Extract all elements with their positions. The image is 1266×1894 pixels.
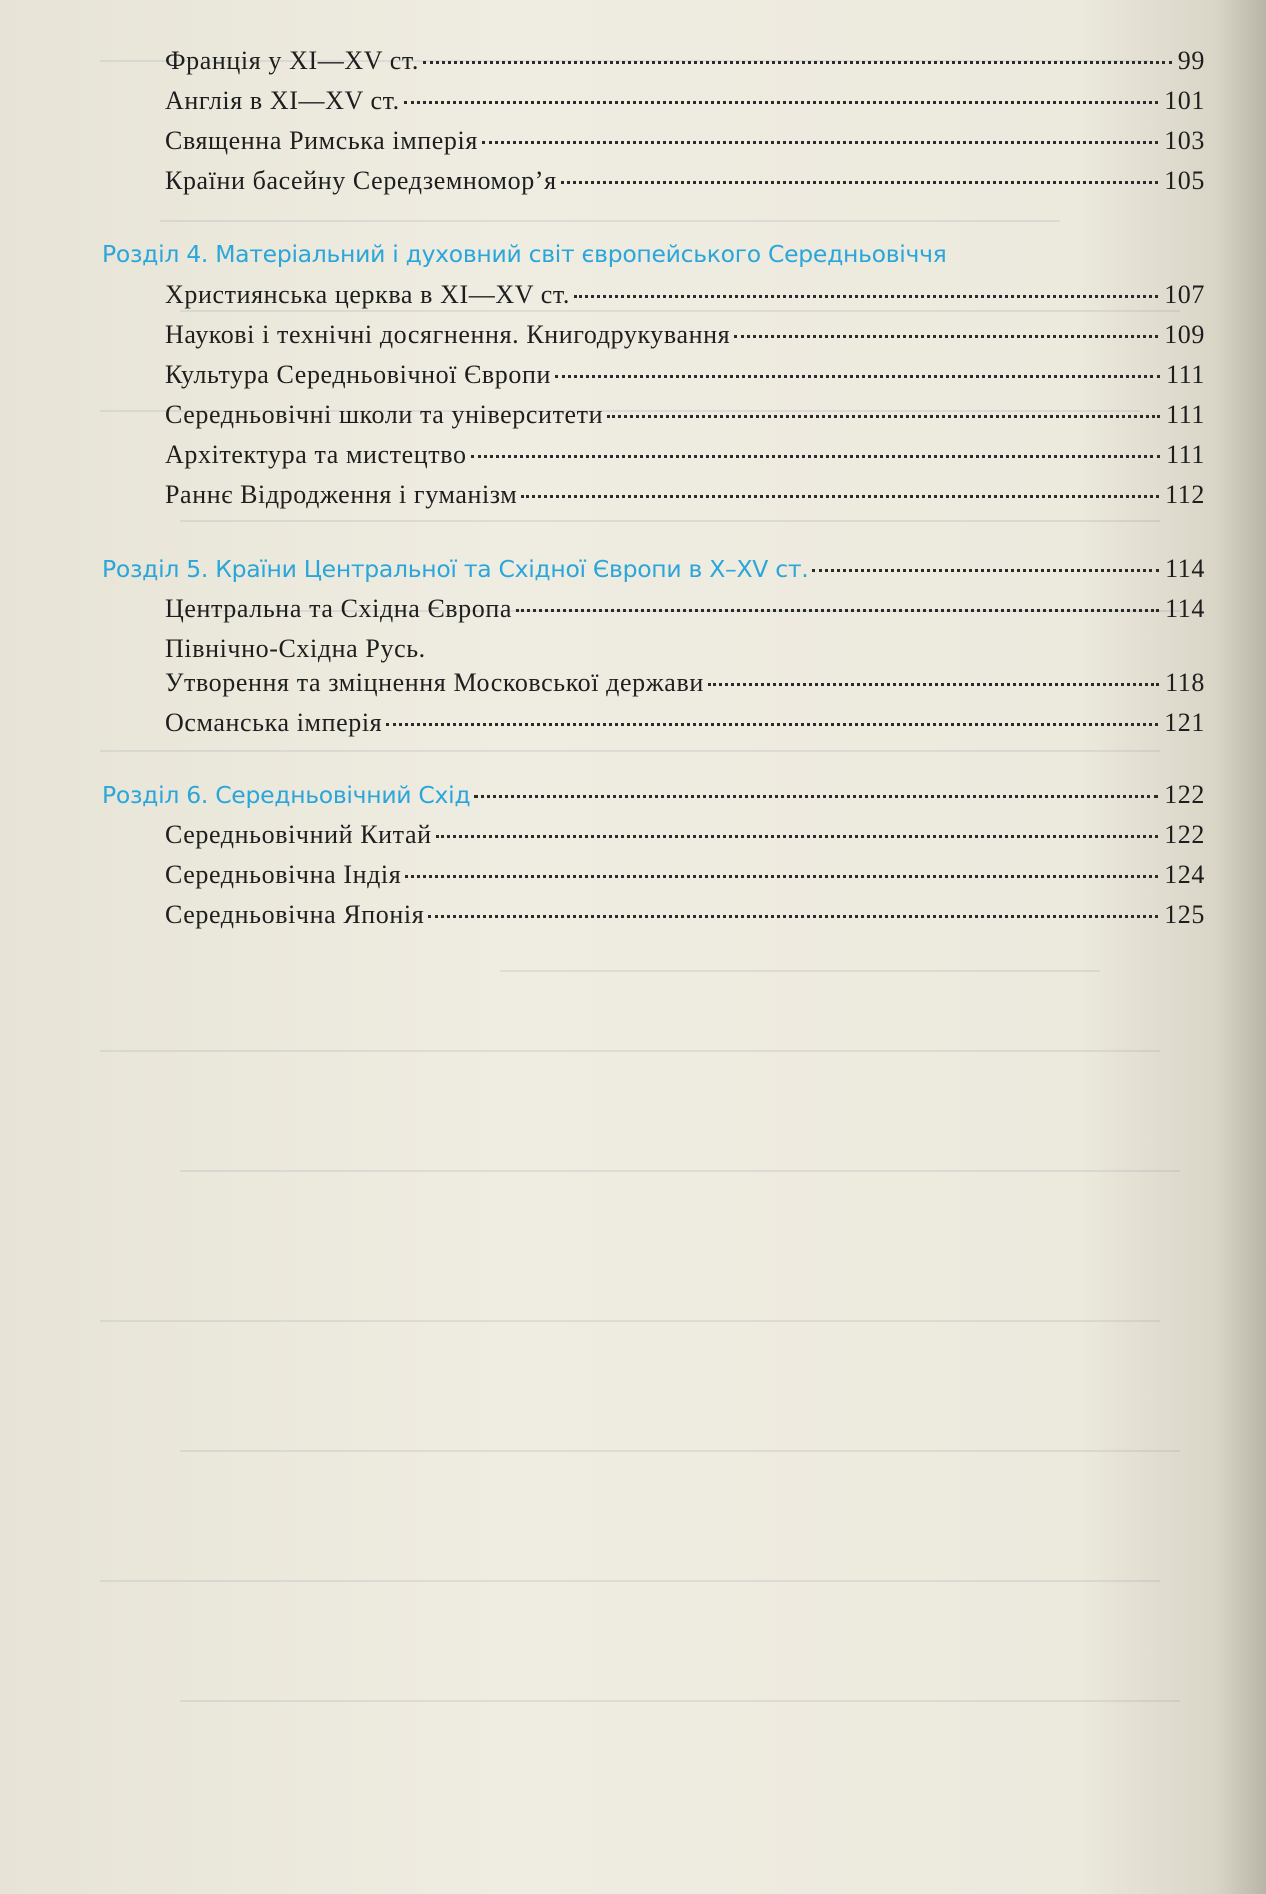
- toc-entry-title: Раннє Відродження і гуманізм: [165, 480, 518, 509]
- dot-leader: [471, 455, 1161, 458]
- dot-leader: [428, 915, 1158, 918]
- toc-entry[interactable]: [165, 400, 1205, 430]
- toc-entry-page: 114: [1165, 594, 1205, 623]
- toc-entry[interactable]: [165, 320, 1205, 350]
- dot-leader: [436, 835, 1159, 838]
- toc-entry-page: 105: [1164, 166, 1205, 195]
- toc-entry-page: 122: [1164, 820, 1205, 849]
- bleed-through-text: [100, 50, 1220, 1830]
- toc-entry-title: Центральна та Східна Європа: [165, 594, 513, 623]
- dot-leader: [561, 181, 1159, 184]
- dot-leader: [812, 569, 1159, 572]
- toc-entry-title: Османська імперія: [165, 708, 383, 737]
- dot-leader: [521, 495, 1159, 498]
- toc-entry-title: Середньовічна Японія: [165, 900, 425, 929]
- toc-entry-page: 125: [1164, 900, 1205, 929]
- toc-entry[interactable]: [165, 166, 1205, 196]
- toc-entry[interactable]: [165, 440, 1205, 470]
- dot-leader: [423, 61, 1172, 64]
- toc-entry-page: 121: [1164, 708, 1205, 737]
- toc-entry[interactable]: [165, 634, 1205, 664]
- toc-entry[interactable]: [165, 46, 1205, 76]
- toc-entry-page: 103: [1164, 126, 1205, 155]
- toc-entry-title: Священна Римська імперія: [165, 126, 478, 155]
- toc-entry-page: 107: [1164, 280, 1205, 309]
- toc-entry-page: 111: [1166, 440, 1205, 469]
- toc-entry-page: 111: [1166, 400, 1205, 429]
- dot-leader: [474, 795, 1158, 798]
- toc-entry[interactable]: [165, 900, 1205, 930]
- dot-leader: [404, 101, 1158, 104]
- toc-entry[interactable]: [165, 126, 1205, 156]
- toc-entry-page: 99: [1177, 46, 1205, 75]
- toc-section-heading[interactable]: [102, 780, 1205, 810]
- toc-entry-title: Середньовічні школи та університети: [165, 400, 604, 429]
- toc-entry-page: 111: [1166, 360, 1205, 389]
- dot-leader: [555, 375, 1160, 378]
- toc-entry[interactable]: [165, 86, 1205, 116]
- toc-entry[interactable]: [165, 360, 1205, 390]
- dot-leader: [386, 723, 1158, 726]
- toc-entry-page: 109: [1164, 320, 1205, 349]
- toc-entry[interactable]: [165, 820, 1205, 850]
- dot-leader: [405, 875, 1158, 878]
- toc-entry[interactable]: [165, 708, 1205, 738]
- toc-entry[interactable]: [165, 668, 1205, 698]
- section-title: Розділ 6. Середньовічний Схід: [102, 781, 471, 809]
- toc-entry-title: Утворення та зміцнення Московської держави: [165, 668, 704, 697]
- dot-leader: [516, 609, 1159, 612]
- toc-entry-page: 112: [1165, 480, 1205, 509]
- toc-entry-page: 118: [1165, 668, 1205, 697]
- dot-leader: [734, 335, 1158, 338]
- toc-entry[interactable]: [165, 860, 1205, 890]
- toc-section-heading[interactable]: [102, 240, 1205, 268]
- section-title: Розділ 4. Матеріальний і духовний світ європейського Середньовіччя: [102, 240, 947, 268]
- dot-leader: [574, 295, 1158, 298]
- section-page: 122: [1164, 780, 1205, 809]
- section-page: 114: [1165, 554, 1205, 583]
- section-title: Розділ 5. Країни Центральної та Східної Європи в X–XV ст.: [102, 555, 809, 583]
- toc-entry-title: Християнська церква в XI—XV ст.: [165, 280, 570, 309]
- toc-entry[interactable]: [165, 480, 1205, 510]
- dot-leader: [708, 683, 1159, 686]
- toc-entry-title: Північно-Східна Русь.: [165, 634, 426, 663]
- toc-entry-title: Франція у XI—XV ст.: [165, 46, 419, 75]
- dot-leader: [482, 141, 1158, 144]
- toc-entry[interactable]: [165, 594, 1205, 624]
- dot-leader: [607, 415, 1160, 418]
- toc-entry-title: Англія в XI—XV ст.: [165, 86, 400, 115]
- toc-entry-title: Середньовічний Китай: [165, 820, 432, 849]
- toc-entry[interactable]: [165, 280, 1205, 310]
- toc-entry-page: 124: [1164, 860, 1205, 889]
- toc-entry-title: Наукові і технічні досягнення. Книгодрукування: [165, 320, 731, 349]
- toc-entry-title: Країни басейну Середземномор’я: [165, 166, 557, 195]
- toc-entry-page: 101: [1164, 86, 1205, 115]
- toc-entry-title: Архітектура та мистецтво: [165, 440, 467, 469]
- toc-entry-title: Культура Середньовічної Європи: [165, 360, 552, 389]
- toc-section-heading[interactable]: [102, 554, 1205, 584]
- toc-entry-title: Середньовічна Індія: [165, 860, 402, 889]
